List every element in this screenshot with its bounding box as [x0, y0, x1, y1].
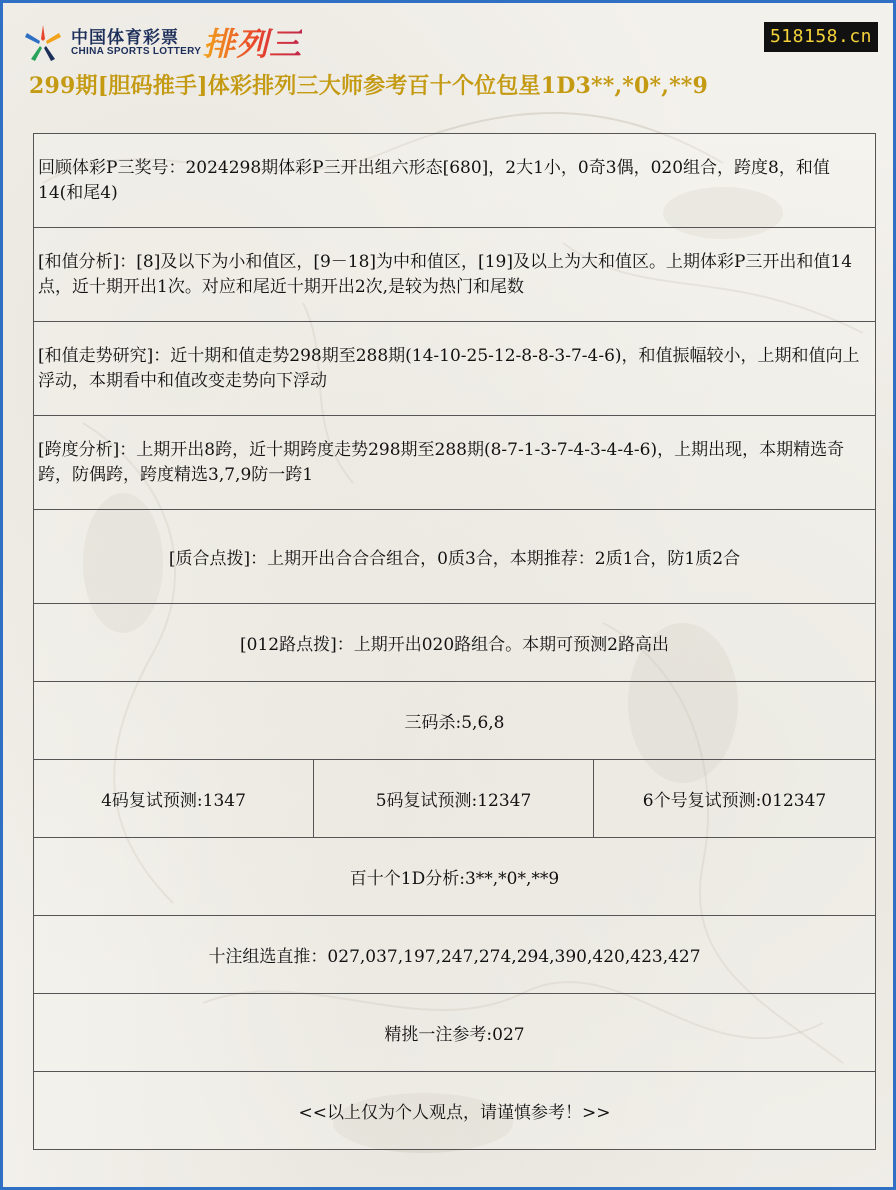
span-analysis-cell: [跨度分析]：上期开出8跨，近十期跨度走势298期至288期(8-7-1-3-7-4-3-4-4-6)，上期出现，本期精选奇跨，防偶跨，跨度精选3,7,9防一跨1	[34, 416, 876, 510]
china-sports-lottery-logo	[21, 19, 331, 65]
review-cell: 回顾体彩P三奖号：2024298期体彩P三开出组六形态[680]，2大1小，0奇3偶，020组合，跨度8，和值14(和尾4)	[34, 134, 876, 228]
sum-analysis-cell: [和值分析]：[8]及以下为小和值区，[9－18]为中和值区，[19]及以上为大和值区。上期体彩P三开出和值14点，近十期开出1次。对应和尾近十期开出2次,是较为热门和尾数	[34, 228, 876, 322]
table-row	[34, 916, 876, 994]
disclaimer-cell: <<以上仅为个人观点，请谨慎参考！>>	[34, 1072, 876, 1150]
prime-composite-cell: [质合点拨]：上期开出合合合组合，0质3合，本期推荐：2质1合，防1质2合	[34, 510, 876, 604]
road-012-cell: [012路点拨]：上期开出020路组合。本期可预测2路高出	[34, 604, 876, 682]
sum-trend-cell: [和值走势研究]：近十期和值走势298期至288期(14-10-25-12-8-8-3-7-4-6)，和值振幅较小，上期和值向上浮动，本期看中和值改变走势向下浮动	[34, 322, 876, 416]
table-row	[34, 416, 876, 510]
best-pick-cell: 精挑一注参考:027	[34, 994, 876, 1072]
four-code-cell: 4码复试预测:1347	[34, 760, 314, 838]
star-burst-icon	[21, 21, 65, 65]
ten-picks-cell: 十注组选直推：027,037,197,247,274,294,390,420,423,427	[34, 916, 876, 994]
table-row	[34, 510, 876, 604]
table-row	[34, 322, 876, 416]
table-row	[34, 1072, 876, 1150]
page-title: 299期[胆码推手]体彩排列三大师参考百十个位包星1D3**,*0*,**9	[29, 73, 708, 99]
table-row	[34, 682, 876, 760]
table-row	[34, 604, 876, 682]
logo-chinese-text: 中国体育彩票	[71, 28, 179, 48]
logo-english-text: CHINA SPORTS LOTTERY	[71, 46, 202, 57]
table-row	[34, 228, 876, 322]
table-row	[34, 760, 876, 838]
table-row	[34, 134, 876, 228]
five-code-cell: 5码复试预测:12347	[314, 760, 594, 838]
position-1d-cell: 百十个1D分析:3**,*0*,**9	[34, 838, 876, 916]
table-row	[34, 838, 876, 916]
analysis-table	[33, 133, 876, 1150]
logo-pailie-san: 排列三	[203, 19, 302, 65]
six-code-cell: 6个号复试预测:012347	[594, 760, 876, 838]
table-row	[34, 994, 876, 1072]
kill-three-cell: 三码杀:5,6,8	[34, 682, 876, 760]
site-badge: 518158.cn	[764, 22, 878, 52]
